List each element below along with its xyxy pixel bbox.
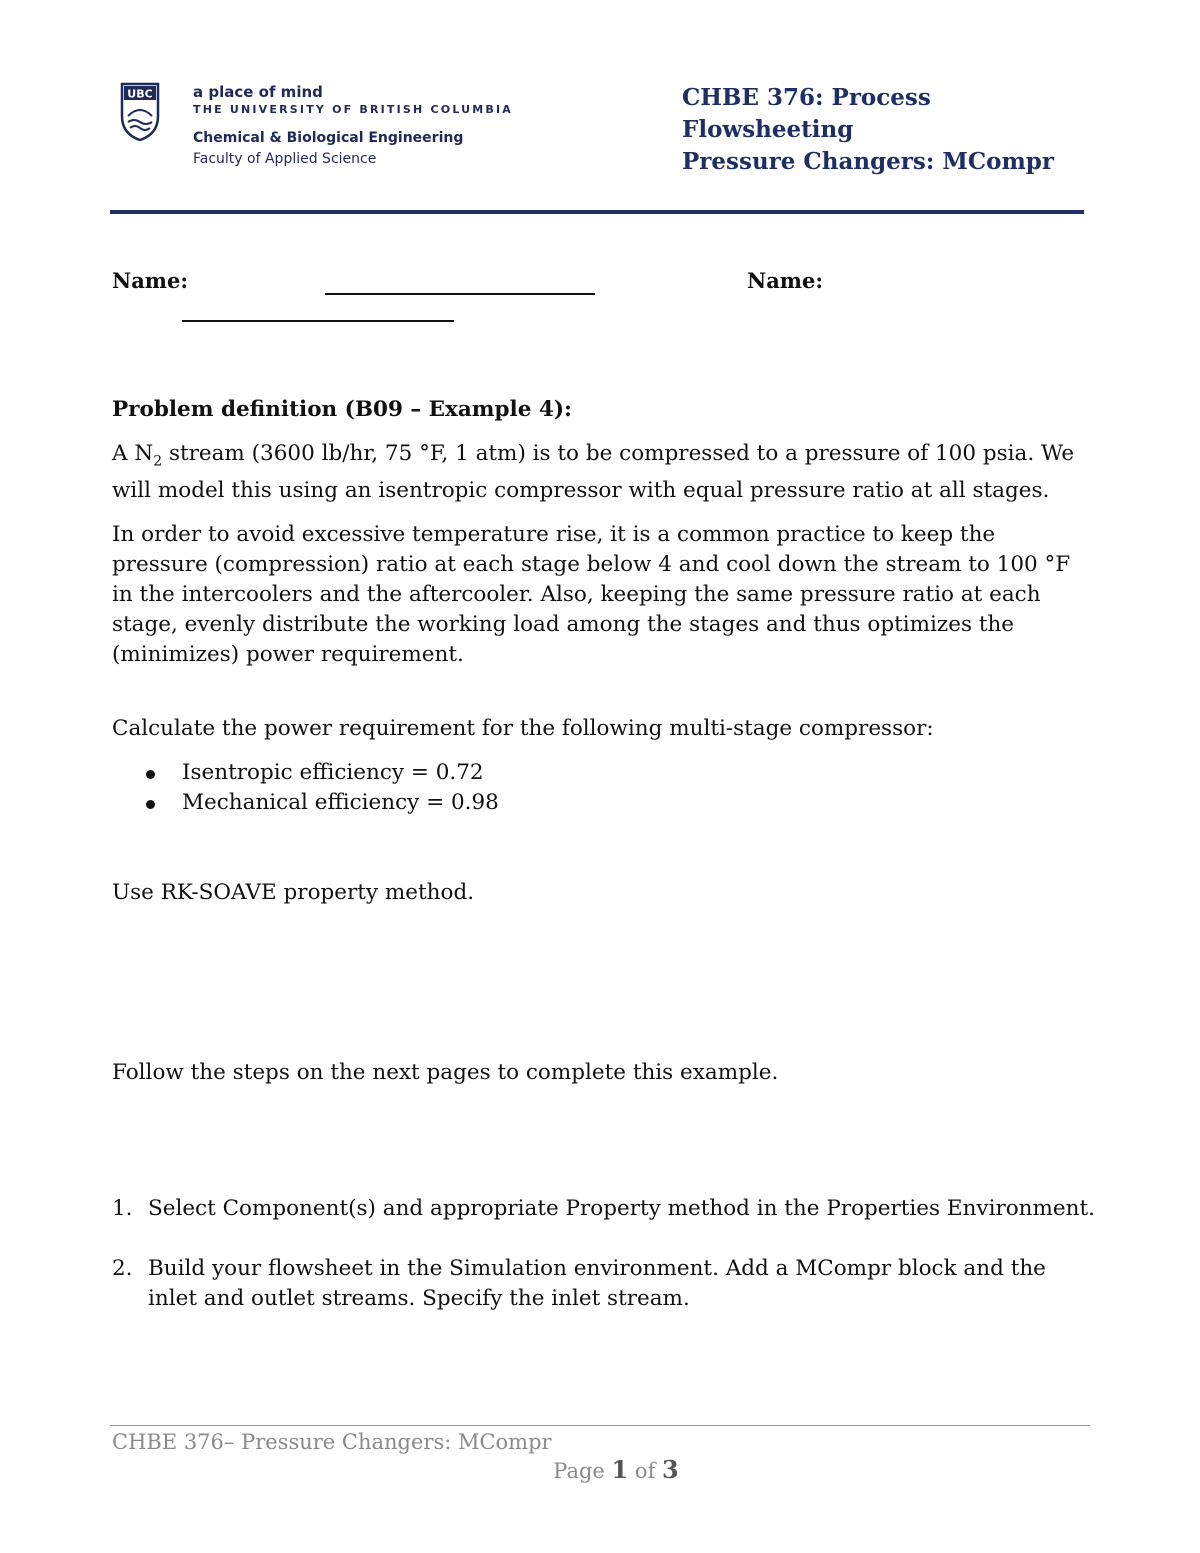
list-item: Mechanical efficiency = 0.98 xyxy=(112,788,1097,818)
follow-steps-note: Follow the steps on the next pages to complete this example. xyxy=(112,1060,779,1086)
course-title xyxy=(682,82,1054,178)
course-title-line3: Pressure Changers: MCompr xyxy=(682,148,1054,175)
efficiency-list xyxy=(112,758,1097,818)
property-method-note: Use RK-SOAVE property method. xyxy=(112,880,475,906)
footer-title: CHBE 376– Pressure Changers: MCompr xyxy=(112,1430,552,1454)
list-item: 2. Build your flowsheet in the Simulation environment. Add a MCompr block and the inlet and outlet streams. Specify the inlet stream. xyxy=(112,1256,1046,1312)
logo-text: UBC xyxy=(127,87,153,101)
name-label-1: Name: xyxy=(112,268,189,293)
footer-divider xyxy=(110,1425,1090,1426)
university-name: THE UNIVERSITY OF BRITISH COLUMBIA xyxy=(193,103,514,116)
course-title-line1: CHBE 376: Process xyxy=(682,84,931,111)
course-title-line2: Flowsheeting xyxy=(682,116,854,143)
bullet-icon xyxy=(146,770,155,779)
name-field-1[interactable] xyxy=(325,293,595,295)
problem-paragraph-2: In order to avoid excessive temperature rise, it is a common practice to keep the pressure (compression) ratio at each stage below 4 and cool down the stream to 100 °F in the intercoolers and the aftercooler. Also, keeping the same pressure ratio at each stage, evenly distribute the working load among the stages and thus optimizes the (minimizes) power requirement. xyxy=(112,522,1071,668)
header-divider xyxy=(110,210,1084,214)
university-branding xyxy=(193,82,513,170)
name-label-2: Name: xyxy=(747,268,824,293)
faculty-name: Faculty of Applied Science xyxy=(193,151,377,167)
department-name: Chemical & Biological Engineering xyxy=(193,130,464,146)
list-item: 1. Select Component(s) and appropriate Property method in the Properties Environment. xyxy=(112,1196,1095,1222)
page-number: Page 1 of 3 xyxy=(553,1455,679,1484)
problem-heading: Problem definition (B09 – Example 4): xyxy=(112,397,572,422)
list-item: Isentropic efficiency = 0.72 xyxy=(112,758,1097,788)
steps-list xyxy=(112,1194,1097,1314)
tagline: a place of mind xyxy=(193,83,323,101)
calculate-instruction: Calculate the power requirement for the following multi-stage compressor: xyxy=(112,716,934,742)
problem-paragraph-1: A $N_2$ stream (3600 lb/hr, 75 °F, 1 atm) is to be compressed to a pressure of 100 psia. We will model this using an isentropic compressor with equal pressure ratio at all stages. xyxy=(112,441,1075,504)
name-field-2[interactable] xyxy=(182,320,454,322)
bullet-icon xyxy=(146,800,155,809)
problem-content xyxy=(112,395,1097,1314)
ubc-crest-logo xyxy=(120,82,160,142)
